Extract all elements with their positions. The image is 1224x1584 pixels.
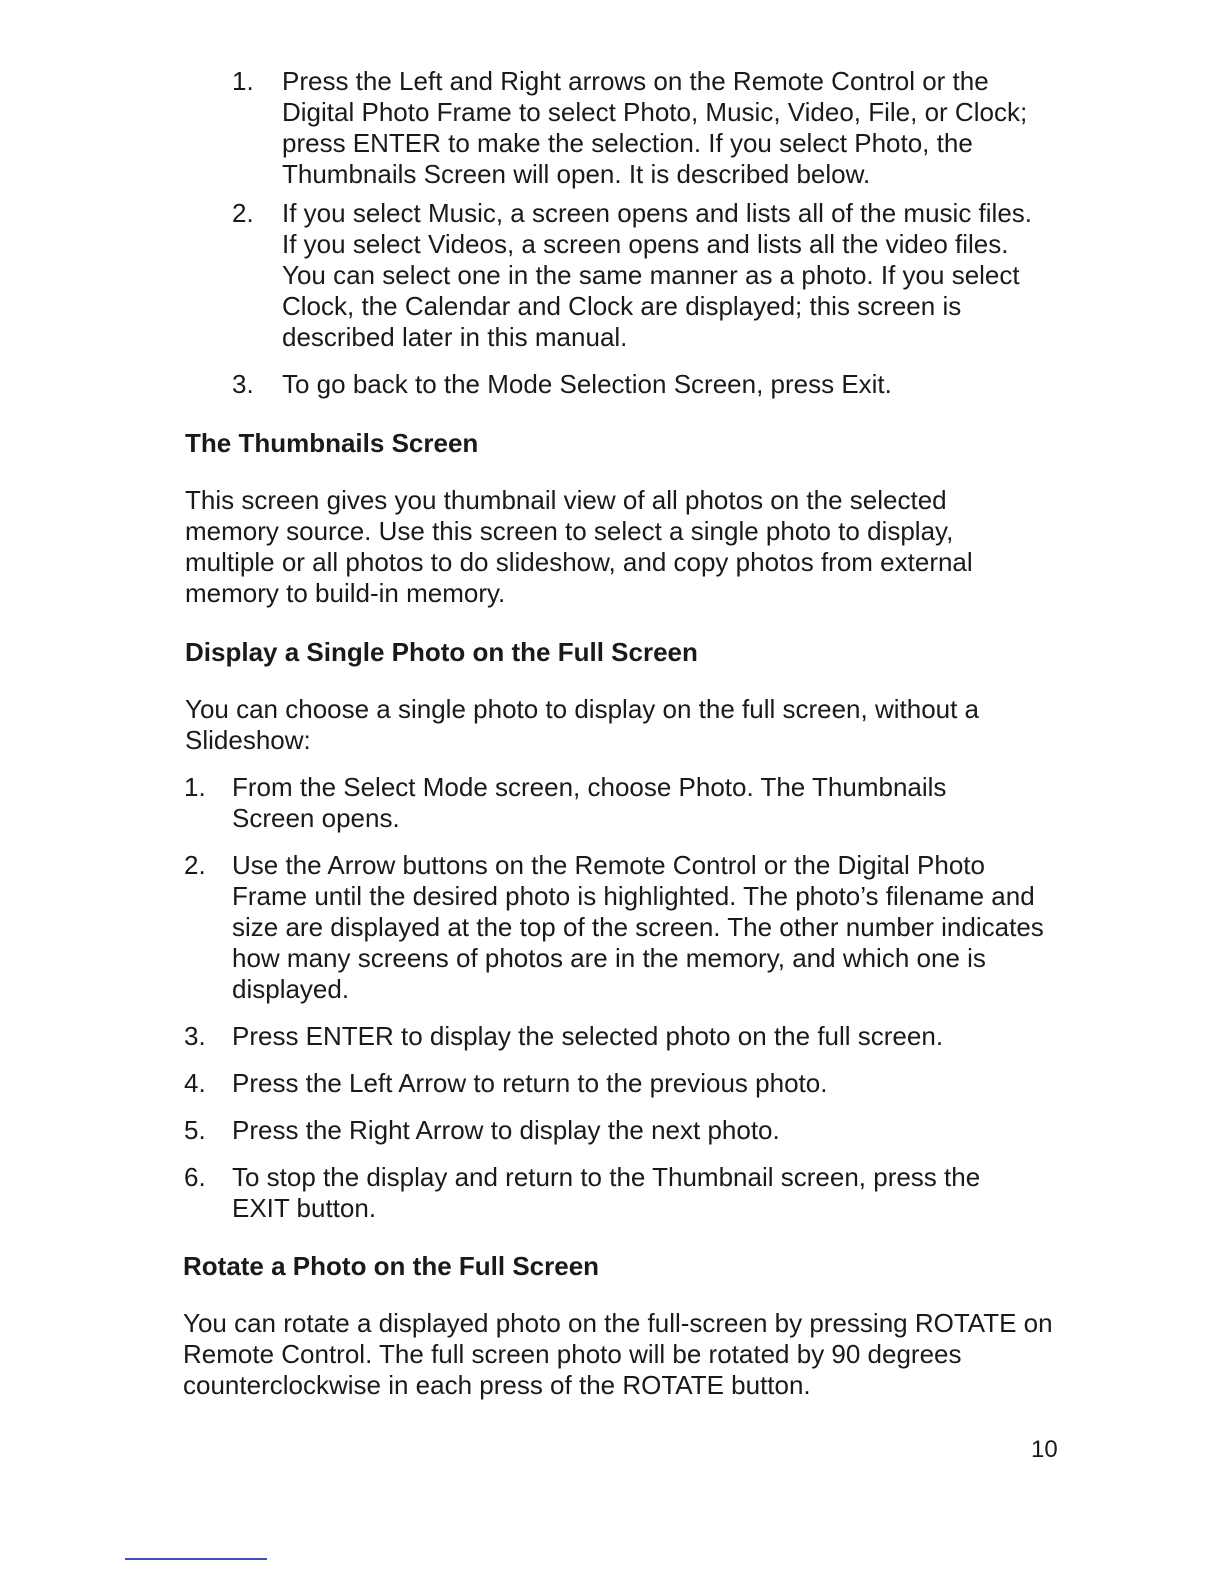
thumbnails-heading: The Thumbnails Screen xyxy=(185,428,479,458)
step-text: Use the Arrow buttons on the Remote Control or the Digital Photo Frame until the desired photo is highlighted. The photo’s filename and size are displayed at the top of the screen. The other number indicates how many screens of photos are in the memory, and which one is displayed. xyxy=(232,850,1044,1004)
step-text: Press the Left and Right arrows on the Remote Control or the Digital Photo Frame to select Photo, Music, Video, File, or Clock; press ENTER to make the selection. If you select Photo, the Thumbnails Screen will open. It is described below. xyxy=(282,66,1028,189)
page-number: 10 xyxy=(1031,1436,1058,1463)
list-item xyxy=(232,198,1052,353)
list-item xyxy=(232,66,1052,190)
step-text: Press the Left Arrow to return to the previous photo. xyxy=(232,1068,828,1098)
step-text: To go back to the Mode Selection Screen, press Exit. xyxy=(282,369,892,399)
step-text: To stop the display and return to the Thumbnail screen, press the EXIT button. xyxy=(232,1162,981,1223)
list-item xyxy=(184,772,1044,834)
step-number: 1. xyxy=(184,772,206,802)
list-item xyxy=(184,1115,1044,1146)
step-number: 3. xyxy=(232,369,254,399)
list-item xyxy=(184,1021,1044,1052)
step-number: 4. xyxy=(184,1068,206,1098)
list-item xyxy=(184,1162,1044,1224)
thumbnails-description: This screen gives you thumbnail view of all photos on the selected memory source. Use this screen to select a single photo to display, multiple or all photos to do slideshow, and copy photos from external memory to build-in memory. xyxy=(185,485,973,608)
step-number: 6. xyxy=(184,1162,206,1192)
rotate-heading: Rotate a Photo on the Full Screen xyxy=(183,1251,600,1281)
step-number: 2. xyxy=(184,850,206,880)
step-number: 5. xyxy=(184,1115,206,1145)
step-text: Press ENTER to display the selected photo on the full screen. xyxy=(232,1021,944,1051)
list-item xyxy=(184,1068,1044,1099)
single-photo-intro: You can choose a single photo to display on the full screen, without a Slideshow: xyxy=(185,694,980,755)
list-item xyxy=(232,369,1052,400)
single-photo-steps xyxy=(184,772,1044,1224)
single-photo-heading: Display a Single Photo on the Full Screen xyxy=(185,637,698,667)
list-item xyxy=(184,850,1044,1005)
rotate-description: You can rotate a displayed photo on the full-screen by pressing ROTATE on Remote Control. The full screen photo will be rotated by 90 degrees counterclockwise in each press of the ROTATE button. xyxy=(183,1308,1053,1400)
step-number: 1. xyxy=(232,66,254,96)
mode-selection-steps xyxy=(232,66,1052,400)
step-number: 2. xyxy=(232,198,254,228)
step-text: Press the Right Arrow to display the next photo. xyxy=(232,1115,780,1145)
footer-rule xyxy=(125,1558,267,1560)
step-number: 3. xyxy=(184,1021,206,1051)
step-text: From the Select Mode screen, choose Photo. The Thumbnails Screen opens. xyxy=(232,772,947,833)
step-text: If you select Music, a screen opens and lists all of the music files. If you select Videos, a screen opens and lists all the video files. You can select one in the same manner as a photo. If you select Clock, the Calendar and Clock are displayed; this screen is described later in this manual. xyxy=(282,198,1033,352)
